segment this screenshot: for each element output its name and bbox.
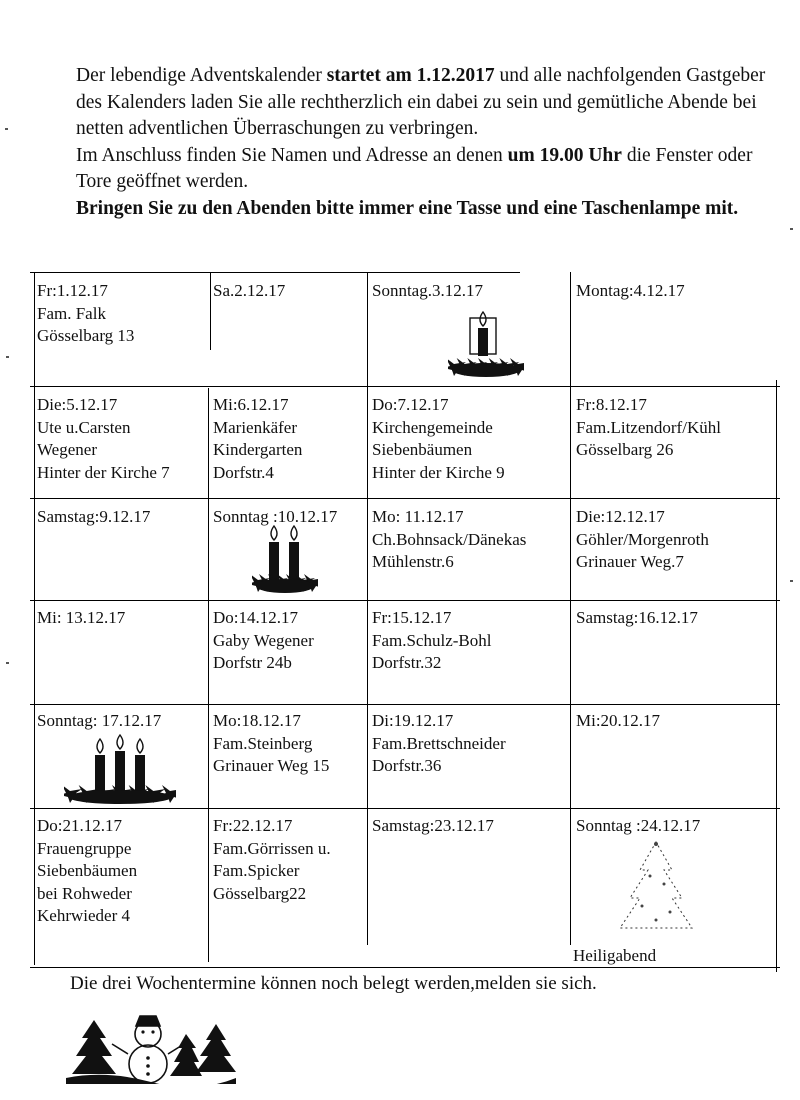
calendar-day-date: Fr:15.12.17 [372, 608, 452, 627]
calendar-day-date: Fr:8.12.17 [576, 395, 647, 414]
grid-line [30, 967, 780, 968]
calendar-day-cell [213, 607, 314, 675]
calendar-day-cell [576, 280, 685, 303]
calendar-day-date: Do:21.12.17 [37, 816, 122, 835]
calendar-day-host: Dorfstr.4 [213, 462, 274, 482]
calendar-day-host: Marienkäfer [213, 417, 298, 437]
calendar-day-cell [372, 607, 491, 675]
calendar-day-cell [37, 506, 150, 529]
calendar-day-host: Grinauer Weg 15 [213, 756, 330, 775]
calendar-day-cell [37, 815, 137, 928]
intro-start-date: startet am 1.12.2017 [326, 65, 495, 86]
calendar-day-date: Samstag:16.12.17 [576, 608, 698, 627]
calendar-day-date: Die:5.12.17 [37, 395, 118, 414]
scan-speck [790, 228, 793, 230]
calendar-day-host: bei Rohweder [37, 883, 132, 903]
calendar-day-host: Hinter der Kirche 9 [372, 462, 505, 482]
calendar-day-host: Kehrwieder 4 [37, 906, 130, 925]
scan-speck [6, 356, 9, 358]
calendar-day-host: Dorfstr.36 [372, 756, 442, 775]
calendar-day-cell [372, 506, 526, 574]
calendar-day-host: Fam.Brettschneider [372, 733, 506, 753]
calendar-day-cell [372, 815, 494, 838]
calendar-day-cell [576, 815, 700, 838]
calendar-day-cell [37, 607, 125, 630]
grid-line [30, 808, 780, 809]
calendar-day-host: Gösselbarg22 [213, 883, 307, 903]
calendar-day-host: Göhler/Morgenroth [576, 529, 709, 549]
calendar-day-date: Do:7.12.17 [372, 395, 449, 414]
intro-text-part: die Fenster oder Tore geöffnet werden. [76, 144, 753, 192]
grid-line [30, 386, 780, 387]
calendar-day-host: Fam.Spicker [213, 861, 300, 880]
calendar-day-cell [576, 607, 698, 630]
calendar-day-host: Gaby Wegener [213, 630, 314, 650]
calendar-day-date: Sonntag: 17.12.17 [37, 711, 162, 730]
calendar-day-date: Sonntag :24.12.17 [576, 816, 701, 835]
calendar-day-cell [37, 280, 134, 348]
intro-time: um 19.00 Uhr [507, 144, 622, 166]
calendar-day-host: Gösselbarg 26 [576, 440, 674, 459]
calendar-day-cell [576, 394, 721, 462]
footer-note: Die drei Wochentermine können noch belegt werden,melden sie sich. [70, 973, 597, 994]
calendar-day-host: Siebenbäumen [372, 440, 473, 459]
intro-text-part: Der lebendige Adventskalender [76, 65, 327, 86]
grid-line [367, 272, 368, 945]
grid-line [776, 380, 777, 972]
calendar-day-host: Kindergarten [213, 440, 303, 459]
calendar-day-host: Grinauer Weg.7 [576, 552, 684, 571]
three-candles-icon [64, 733, 176, 805]
christmas-eve-label: Heiligabend [573, 946, 657, 965]
intro-text-part: und alle nachfolgenden Gastgeber des Kalenders laden Sie alle rechtherzlich ein dabei zu sein und gemütliche Abende bei netten adventlichen Überraschungen zu verbringen. [76, 65, 766, 139]
scan-speck [790, 580, 793, 582]
calendar-day-host: Siebenbäumen [37, 861, 138, 880]
calendar-day-date: Mi: 13.12.17 [37, 608, 126, 627]
calendar-day-host: Kirchengemeinde [372, 417, 493, 437]
intro-bring-note: Bringen Sie zu den Abenden bitte immer eine Tasse und eine Taschenlampe mit. [76, 197, 739, 219]
one-candle-icon [448, 306, 524, 384]
grid-line [208, 388, 209, 962]
calendar-day-date: Fr:1.12.17 [37, 281, 108, 300]
calendar-day-date: Sa.2.12.17 [213, 281, 286, 300]
calendar-day-cell [372, 280, 483, 303]
calendar-day-host: Ch.Bohnsack/Dänekas [372, 529, 527, 549]
snowman-trees-icon [66, 1012, 236, 1084]
calendar-day-date: Fr:22.12.17 [213, 816, 293, 835]
grid-line [30, 272, 520, 273]
calendar-day-host: Gösselbarg 13 [37, 326, 135, 345]
two-candles-icon [252, 524, 318, 596]
calendar-day-date: Montag:4.12.17 [576, 281, 685, 300]
intro-text-part: Im Anschluss finden Sie Namen und Adresse an denen [76, 144, 508, 166]
christmas-tree-icon [610, 836, 702, 936]
calendar-day-host: Frauengruppe [37, 838, 132, 858]
scan-speck [6, 662, 9, 664]
calendar-day-host: Dorfstr 24b [213, 653, 292, 672]
calendar-day-host: Dorfstr.32 [372, 653, 442, 672]
calendar-day-date: Mo: 11.12.17 [372, 507, 464, 526]
grid-line [30, 600, 780, 601]
calendar-day-date: Samstag:23.12.17 [372, 816, 494, 835]
calendar-day-cell [372, 394, 505, 484]
calendar-day-cell [37, 394, 170, 484]
calendar-day-cell [213, 815, 331, 905]
calendar-day-host: Fam.Schulz-Bohl [372, 630, 492, 650]
calendar-day-host: Hinter der Kirche 7 [37, 462, 170, 482]
calendar-day-cell [213, 710, 329, 778]
calendar-day-cell [213, 280, 285, 303]
calendar-day-host: Wegener [37, 440, 97, 459]
grid-line [570, 272, 571, 945]
calendar-day-date: Mi:6.12.17 [213, 395, 289, 414]
calendar-day-cell [213, 394, 302, 484]
calendar-day-host: Fam.Görrissen u. [213, 838, 331, 858]
grid-line [210, 272, 211, 350]
calendar-day-date: Do:14.12.17 [213, 608, 298, 627]
calendar-day-date: Die:12.12.17 [576, 507, 665, 526]
calendar-day-date: Mo:18.12.17 [213, 711, 301, 730]
calendar-day-cell [576, 710, 660, 733]
calendar-day-date: Sonntag.3.12.17 [372, 281, 483, 300]
grid-line [34, 272, 35, 965]
calendar-day-date: Di:19.12.17 [372, 711, 454, 730]
calendar-day-cell [372, 710, 506, 778]
calendar-day-host: Fam.Litzendorf/Kühl [576, 417, 721, 437]
calendar-day-host: Mühlenstr.6 [372, 552, 454, 571]
calendar-day-date: Samstag:9.12.17 [37, 507, 151, 526]
scan-speck [5, 128, 8, 130]
calendar-day-cell [576, 506, 709, 574]
calendar-day-host: Fam. Falk [37, 303, 106, 323]
calendar-day-cell [37, 710, 161, 733]
grid-line [30, 498, 780, 499]
calendar-day-date: Mi:20.12.17 [576, 711, 661, 730]
calendar-day-host: Ute u.Carsten [37, 417, 131, 437]
grid-line [30, 704, 780, 705]
calendar-day-date: Sonntag :10.12.17 [213, 507, 338, 526]
calendar-day-host: Fam.Steinberg [213, 733, 313, 753]
